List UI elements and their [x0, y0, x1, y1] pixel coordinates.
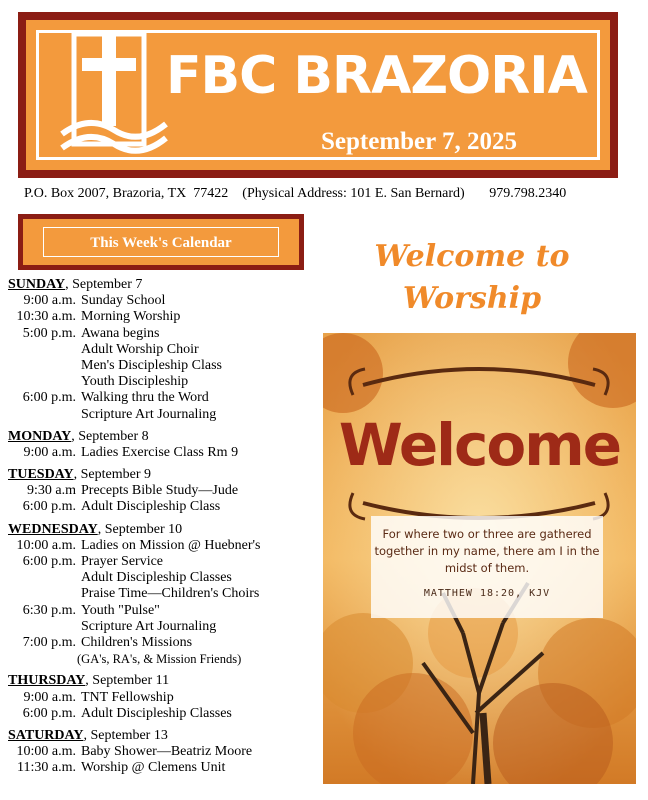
day-name: TUESDAY — [8, 467, 74, 483]
event-time: 10:00 a.m. — [16, 537, 76, 553]
event-description: Adult Discipleship Classes — [81, 570, 232, 586]
day-date: , September 9 — [73, 467, 151, 483]
verse-line-1: For where two or three are gathered — [382, 527, 592, 541]
event-time — [8, 358, 76, 374]
event-row — [8, 445, 308, 461]
day-block — [8, 277, 308, 423]
day-heading — [8, 429, 308, 445]
day-date: , September 11 — [85, 673, 170, 689]
event-description: Prayer Service — [81, 554, 164, 570]
day-heading — [8, 728, 308, 744]
event-time — [8, 619, 76, 635]
church-name: FBC BRAZORIA — [166, 46, 587, 106]
event-description: Youth Discipleship — [81, 374, 189, 390]
event-description: Baby Shower—Beatriz Moore — [81, 744, 253, 760]
event-time: 7:00 p.m. — [22, 635, 76, 650]
event-row — [8, 635, 308, 651]
scripture-reference: MATTHEW 18:20, KJV — [423, 588, 551, 599]
event-row — [8, 651, 308, 667]
church-cross-logo-icon — [44, 22, 174, 162]
welcome-graphic — [323, 333, 636, 784]
event-description: Scripture Art Journaling — [81, 618, 217, 634]
event-description: Adult Worship Choir — [81, 341, 199, 357]
welcome-graphic-title: Welcome — [338, 411, 621, 479]
day-block — [8, 467, 308, 516]
event-row — [8, 690, 308, 706]
event-row — [8, 570, 308, 586]
event-description: Youth "Pulse" — [81, 602, 160, 618]
event-time: 6:30 p.m. — [22, 602, 76, 618]
day-heading — [8, 277, 308, 293]
scripture-box — [371, 516, 603, 618]
day-heading — [8, 467, 308, 483]
event-time — [8, 651, 76, 667]
calendar-header-box — [18, 214, 304, 270]
event-row — [8, 293, 308, 309]
event-row — [8, 586, 308, 602]
weekly-schedule — [8, 277, 308, 777]
masthead-panel — [26, 20, 610, 170]
event-row — [8, 309, 308, 325]
event-description: Worship @ Clemens Unit — [81, 760, 226, 776]
event-time — [8, 342, 76, 358]
event-row — [8, 554, 308, 570]
event-description: (GA's, RA's, & Mission Friends) — [77, 652, 242, 667]
event-time: 5:00 p.m. — [22, 325, 76, 341]
event-description: Walking thru the Word — [81, 390, 209, 406]
verse-line-2: together in my name, there am I in the — [374, 544, 600, 558]
event-time — [8, 374, 76, 390]
event-description: Adult Discipleship Class — [81, 499, 221, 515]
event-time: 11:30 a.m. — [17, 760, 76, 776]
event-row — [8, 358, 308, 374]
event-row — [8, 706, 308, 722]
event-time: 6:00 p.m. — [22, 554, 76, 570]
event-description: Awana begins — [81, 325, 160, 341]
day-date: , September 10 — [97, 521, 183, 537]
event-time: 6:00 p.m. — [22, 499, 76, 515]
day-block — [8, 522, 308, 668]
event-description: Men's Discipleship Class — [81, 357, 222, 373]
day-name: SATURDAY — [8, 727, 84, 743]
event-description: Adult Discipleship Classes — [81, 705, 232, 721]
event-row — [8, 483, 308, 499]
day-date: , September 8 — [71, 428, 149, 444]
event-time: 6:00 p.m. — [22, 390, 76, 406]
day-block — [8, 429, 308, 461]
event-row — [8, 744, 308, 760]
day-name: MONDAY — [8, 428, 72, 444]
event-time: 10:30 a.m. — [16, 309, 76, 325]
event-time: 9:00 a.m. — [23, 444, 76, 460]
event-description: Ladies on Mission @ Huebner's — [81, 537, 261, 553]
event-description: TNT Fellowship — [81, 689, 174, 705]
event-description: Praise Time—Children's Choirs — [81, 586, 260, 602]
day-name: SUNDAY — [8, 277, 66, 292]
day-heading — [8, 522, 308, 538]
event-row — [8, 499, 308, 515]
event-row — [8, 407, 308, 423]
day-block — [8, 673, 308, 722]
day-block — [8, 728, 308, 777]
event-row — [8, 760, 308, 776]
day-name: THURSDAY — [8, 673, 86, 689]
event-time: 6:00 p.m. — [22, 705, 76, 721]
event-row — [8, 538, 308, 554]
event-time: 9:00 a.m. — [23, 293, 76, 309]
day-date: , September 7 — [65, 277, 143, 292]
event-row — [8, 374, 308, 390]
event-time: 9:00 a.m. — [23, 689, 76, 705]
event-row — [8, 619, 308, 635]
day-heading — [8, 673, 308, 689]
calendar-header: This Week's Calendar — [43, 227, 279, 257]
bulletin-date: September 7, 2025 — [321, 128, 518, 155]
event-description: Sunday School — [81, 293, 166, 309]
event-row — [8, 603, 308, 619]
welcome-heading — [322, 236, 622, 320]
event-row — [8, 342, 308, 358]
event-time: 9:30 a.m — [27, 483, 76, 499]
event-description: Morning Worship — [81, 309, 181, 325]
event-description: Ladies Exercise Class Rm 9 — [81, 444, 239, 460]
day-name: WEDNESDAY — [8, 521, 98, 537]
event-row — [8, 326, 308, 342]
verse-line-3: midst of them. — [444, 561, 530, 575]
event-description: Scripture Art Journaling — [81, 406, 217, 422]
event-row — [8, 390, 308, 406]
address-line: P.O. Box 2007, Brazoria, TX 77422 (Physical Address: 101 E. San Bernard) 979.798.2340 — [24, 186, 567, 201]
event-time: 10:00 a.m. — [16, 744, 76, 760]
event-time — [8, 407, 76, 423]
welcome-line-1: Welcome to — [374, 239, 570, 274]
day-date: , September 13 — [83, 727, 168, 743]
event-time — [8, 570, 76, 586]
scripture-verse — [371, 526, 603, 577]
event-description: Children's Missions — [81, 635, 193, 650]
welcome-line-2: Worship — [402, 281, 542, 316]
event-time — [8, 586, 76, 602]
event-description: Precepts Bible Study—Jude — [81, 483, 239, 499]
masthead — [18, 12, 618, 178]
